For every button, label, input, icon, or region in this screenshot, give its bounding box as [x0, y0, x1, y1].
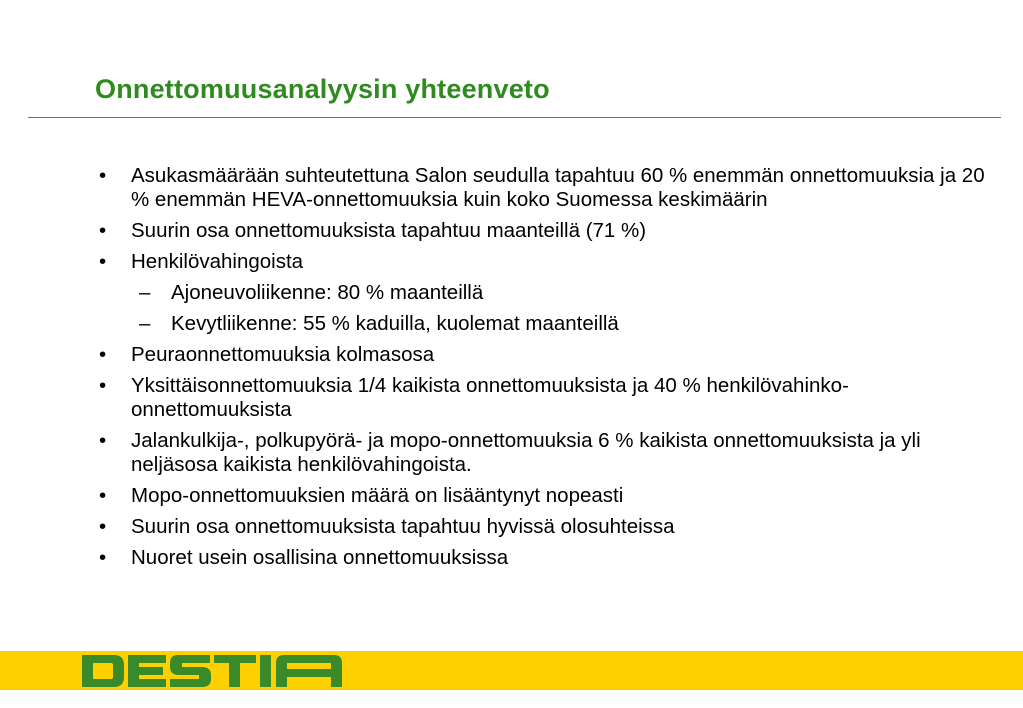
bullet-text: Nuoret usein osallisina onnettomuuksissa — [131, 546, 509, 569]
sub-bullet-item — [96, 281, 996, 305]
bullet-item — [96, 484, 996, 508]
bullet-text: Yksittäisonnettomuuksia 1/4 kaikista onnettomuuksista ja 40 % henkilövahinko-onnettomuuksista — [131, 374, 849, 421]
bullet-marker: • — [99, 219, 107, 242]
bullet-item — [96, 374, 996, 422]
bullet-item — [96, 219, 996, 243]
sub-bullet-text: Kevytliikenne: 55 % kaduilla, kuolemat maanteillä — [171, 312, 619, 335]
bullet-marker: • — [99, 164, 107, 187]
sub-bullet-text: Ajoneuvoliikenne: 80 % maanteillä — [171, 281, 484, 304]
bullet-text: Suurin osa onnettomuuksista tapahtuu maanteillä (71 %) — [131, 219, 647, 242]
bullet-marker: • — [99, 343, 107, 366]
bullet-text: Peuraonnettomuuksia kolmasosa — [131, 343, 435, 366]
sub-bullet-marker: – — [139, 281, 151, 304]
bullet-item — [96, 546, 996, 570]
bullet-text: Jalankulkija-, polkupyörä- ja mopo-onnettomuuksia 6 % kaikista onnettomuuksista ja yli neljäsosa kaikista henkilövahingoista. — [131, 429, 921, 476]
sub-bullet-marker: – — [139, 312, 151, 335]
bullet-marker: • — [99, 546, 107, 569]
slide-title: Onnettomuusanalyysin yhteenveto — [95, 74, 550, 104]
bullet-marker: • — [99, 484, 107, 507]
bullet-list — [96, 164, 996, 577]
bullet-marker: • — [99, 429, 107, 452]
bullet-text: Henkilövahingoista — [131, 250, 304, 273]
bullet-item — [96, 343, 996, 367]
bullet-text: Mopo-onnettomuuksien määrä on lisääntynyt nopeasti — [131, 484, 624, 507]
bullet-item — [96, 164, 996, 212]
bullet-item — [96, 429, 996, 477]
bullet-text: Suurin osa onnettomuuksista tapahtuu hyvissä olosuhteissa — [131, 515, 675, 538]
destia-logo-icon — [82, 655, 344, 687]
bullet-text: Asukasmäärään suhteutettuna Salon seudulla tapahtuu 60 % enemmän onnettomuuksia ja 20 % enemmän HEVA-onnettomuuksia kuin koko Suomessa keskimäärin — [131, 164, 985, 211]
title-divider — [28, 117, 1001, 118]
sub-bullet-item — [96, 312, 996, 336]
bullet-marker: • — [99, 515, 107, 538]
destia-logo — [82, 655, 344, 692]
bullet-item — [96, 515, 996, 539]
bullet-marker: • — [99, 250, 107, 273]
bullet-marker: • — [99, 374, 107, 397]
bullet-item — [96, 250, 996, 274]
